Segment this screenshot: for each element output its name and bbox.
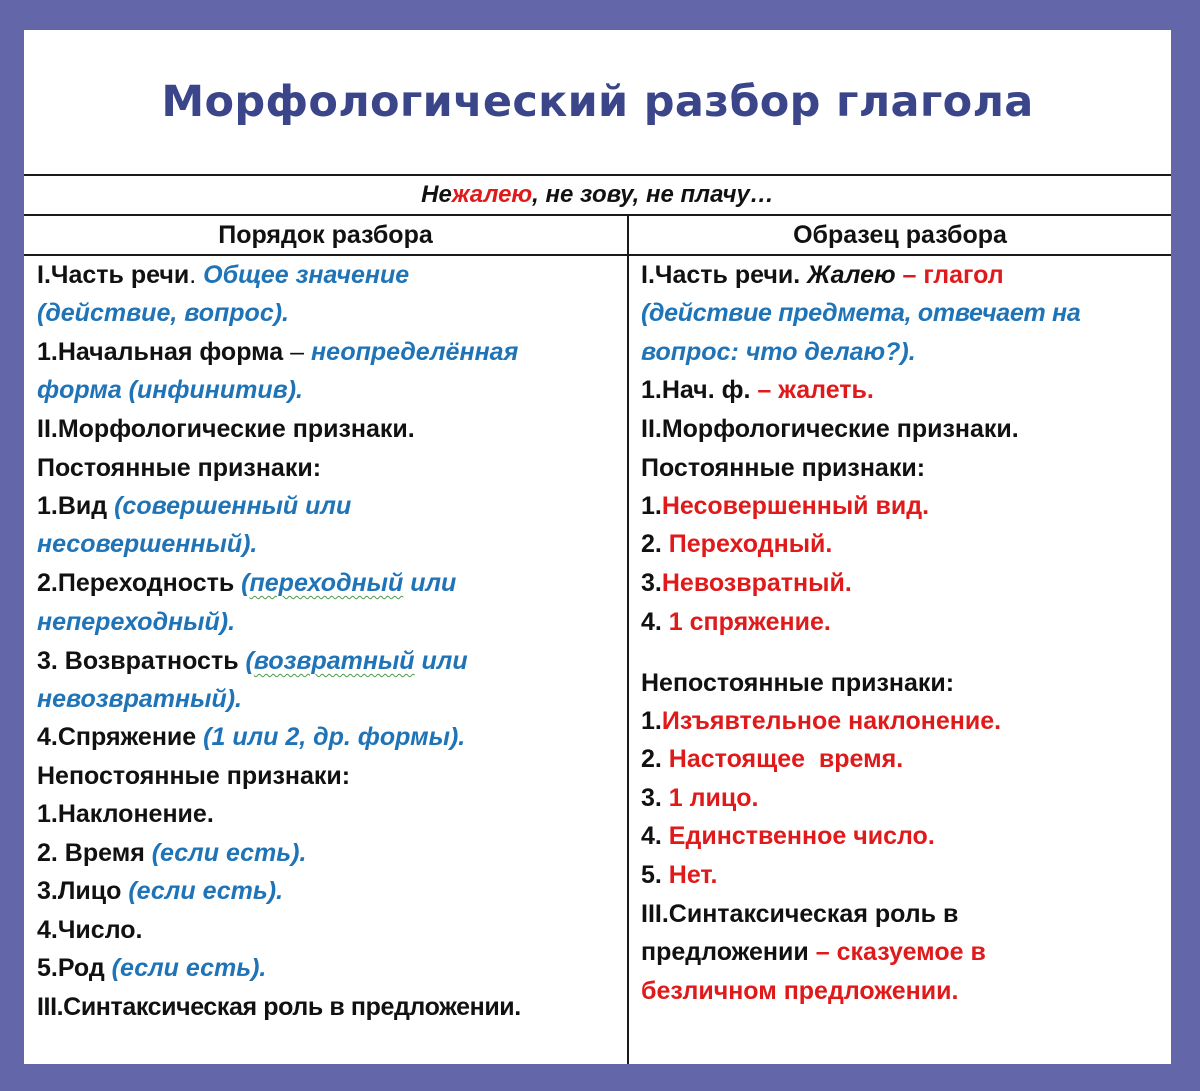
text: I.Часть речи.	[641, 261, 808, 289]
right-line-4	[641, 371, 874, 409]
left-line-6: Постоянные признаки:	[37, 454, 322, 482]
text: (действие, вопрос).	[37, 299, 289, 327]
right-line-12	[641, 702, 1001, 740]
text: или	[414, 647, 468, 675]
epigraph-highlight: жалею	[451, 181, 533, 208]
text: (совершенный или	[114, 492, 352, 520]
right-line-10	[641, 603, 831, 641]
text: (	[241, 569, 250, 597]
document-sheet	[24, 30, 1171, 1064]
text: 2.Переходность	[37, 569, 242, 597]
text: (если есть).	[128, 877, 284, 905]
text: вопрос: что делаю?).	[641, 338, 916, 366]
right-line-17: III.Синтаксическая роль в	[641, 900, 959, 928]
epigraph-after: , не зову, не плачу…	[532, 181, 774, 208]
right-line-5: II.Морфологические признаки.	[641, 415, 1019, 443]
column-divider	[627, 214, 629, 1064]
text: 2.	[641, 745, 669, 773]
text: – жалеть.	[757, 376, 874, 404]
left-line-8	[37, 525, 257, 563]
left-line-15: 1.Наклонение.	[37, 800, 214, 828]
text: Переходный.	[668, 530, 833, 558]
text: 1 лицо.	[668, 784, 759, 812]
text: 1 спряжение.	[668, 608, 831, 636]
text: 3.Лицо	[37, 877, 129, 905]
right-line-1	[641, 256, 1004, 294]
text: форма (инфинитив).	[37, 376, 304, 404]
right-line-6: Постоянные признаки:	[641, 454, 926, 482]
right-column-header: Образец разбора	[793, 220, 1007, 249]
text: Настоящее время.	[668, 745, 904, 773]
right-line-13	[641, 740, 903, 778]
left-line-11	[37, 642, 468, 680]
text: Невозвратный.	[661, 569, 852, 597]
text: или	[403, 569, 457, 597]
right-line-14	[641, 779, 758, 817]
left-line-16	[37, 834, 306, 872]
text: .	[189, 261, 204, 289]
left-line-5: II.Морфологические признаки.	[37, 415, 415, 443]
text: 1.Нач. ф.	[641, 376, 758, 404]
right-line-19	[641, 972, 958, 1010]
text: 3. Возвратность	[37, 647, 246, 675]
text: 3.	[641, 784, 669, 812]
right-line-7	[641, 487, 929, 525]
text: возвратный	[253, 647, 415, 675]
left-line-14: Непостоянные признаки:	[37, 762, 351, 790]
text: (1 или 2, др. формы).	[203, 723, 466, 751]
right-line-8	[641, 525, 832, 563]
left-line-7	[37, 487, 351, 525]
left-line-19	[37, 949, 266, 987]
text: непереходный).	[37, 608, 236, 636]
right-line-3	[641, 333, 916, 371]
text: 4.	[641, 608, 669, 636]
right-line-9	[641, 564, 852, 602]
text: Жалею	[807, 261, 896, 289]
left-line-3	[37, 333, 518, 371]
text: предложении	[641, 938, 816, 966]
left-line-4	[37, 371, 303, 409]
right-line-2	[641, 294, 1080, 332]
left-line-9	[37, 564, 456, 602]
text: 2. Время	[37, 839, 152, 867]
text: 5.	[641, 861, 669, 889]
left-line-2	[37, 294, 289, 332]
text: (если есть).	[151, 839, 307, 867]
text: безличном предложении.	[641, 977, 959, 1005]
text: 1.Вид	[37, 492, 115, 520]
text: несовершенный).	[37, 530, 258, 558]
text: 2.	[641, 530, 669, 558]
left-line-12	[37, 680, 242, 718]
text: Общее значение	[203, 261, 410, 289]
right-line-16	[641, 856, 717, 894]
text: Несовершенный вид.	[661, 492, 930, 520]
text: 1.	[641, 492, 662, 520]
text: неопределённая	[311, 338, 519, 366]
text: 3.	[641, 569, 662, 597]
text: невозвратный).	[37, 685, 243, 713]
text: Изъявтельное наклонение.	[661, 707, 1002, 735]
left-line-10	[37, 603, 235, 641]
text: переходный	[249, 569, 404, 597]
text: Нет.	[668, 861, 718, 889]
left-line-1	[37, 256, 409, 294]
left-line-13	[37, 718, 465, 756]
text: Единственное число.	[668, 822, 935, 850]
right-line-15	[641, 817, 935, 855]
text: I.Часть речи	[37, 261, 190, 289]
text: –	[283, 338, 312, 366]
text: 1.Начальная форма	[37, 338, 284, 366]
left-column-header: Порядок разбора	[218, 220, 433, 249]
epigraph-before: Не	[421, 181, 452, 208]
text: (если есть).	[111, 954, 267, 982]
right-line-18	[641, 933, 986, 971]
left-line-20: III.Синтаксическая роль в предложении.	[37, 993, 521, 1021]
left-line-18: 4.Число.	[37, 916, 143, 944]
text: 5.Род	[37, 954, 112, 982]
epigraph	[24, 176, 1171, 214]
text: (действие предмета, отвечает на	[641, 299, 1081, 327]
left-line-17	[37, 872, 283, 910]
text: (	[245, 647, 254, 675]
text: 1.	[641, 707, 662, 735]
right-line-11: Непостоянные признаки:	[641, 669, 955, 697]
text: – глагол	[895, 261, 1004, 289]
text: 4.Спряжение	[37, 723, 204, 751]
text: – сказуемое в	[815, 938, 986, 966]
text: 4.	[641, 822, 669, 850]
page-title: Морфологический разбор глагола	[161, 77, 1034, 127]
